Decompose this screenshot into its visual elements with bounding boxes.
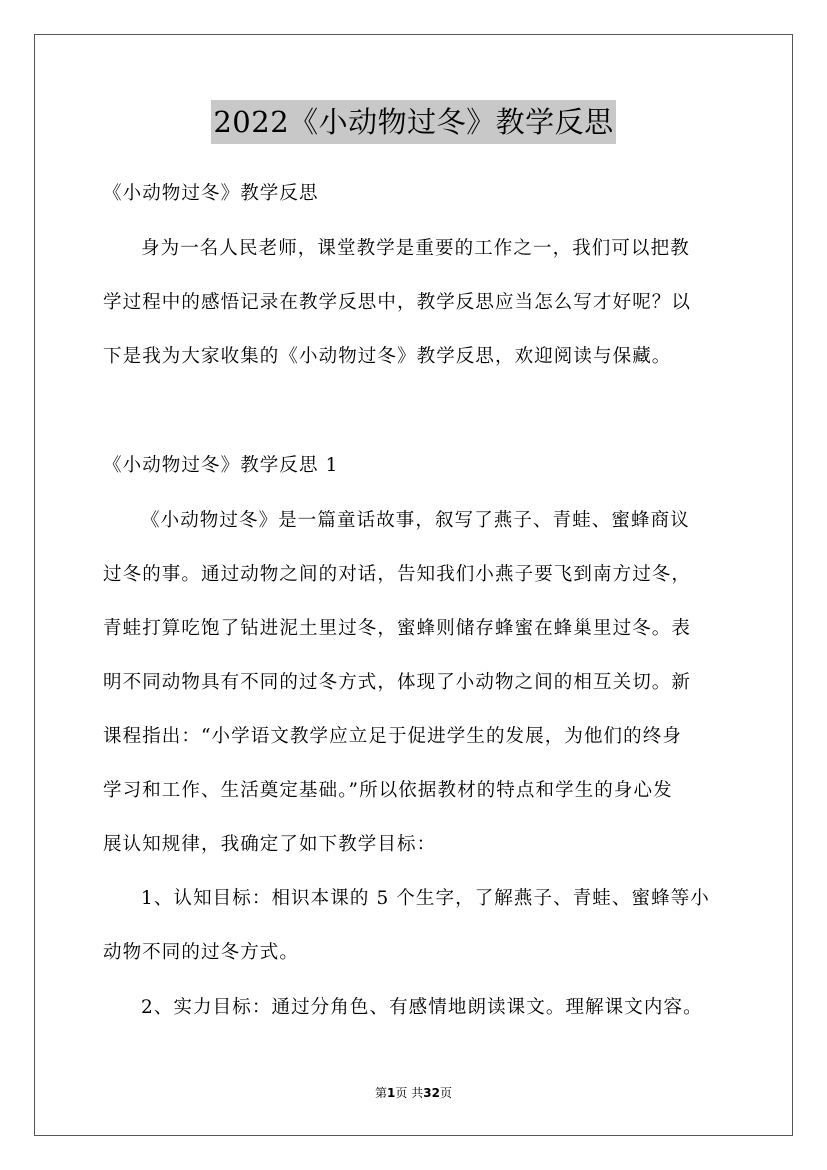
intro-line-1: 身为一名人民老师，课堂教学是重要的工作之一，我们可以把教 (141, 238, 690, 259)
document-subtitle: 《小动物过冬》教学反思 (103, 183, 319, 204)
section1-heading: 《小动物过冬》教学反思 1 (103, 455, 339, 476)
section1-line-7: 展认知规律，我确定了如下教学目标： (103, 834, 437, 855)
footer-page-number: 1 (387, 1086, 396, 1100)
section1-line-4: 明不同动物具有不同的过冬方式，体现了小动物之间的相互关切。新 (103, 672, 692, 693)
section1-line-5: 课程指出：“小学语文教学应立足于促进学生的发展，为他们的终身 (103, 726, 682, 747)
goal2-line-1: 2、实力目标：通过分角色、有感情地朗读课文。理解课文内容。 (141, 997, 703, 1018)
section1-line-6: 学习和工作、生活奠定基础。”所以依据教材的特点和学生的身心发 (103, 780, 673, 801)
footer-mid: 页 共 (395, 1086, 424, 1100)
goal1-line-1: 1、认知目标：相识本课的 5 个生字，了解燕子、青蛙、蜜蜂等小 (141, 888, 710, 909)
document-title: 2022《小动物过冬》教学反思 (211, 100, 615, 144)
footer-total-pages: 32 (423, 1086, 440, 1100)
section1-line-2: 过冬的事。通过动物之间的对话，告知我们小燕子要飞到南方过冬， (103, 564, 692, 585)
section1-line-3: 青蛙打算吃饱了钻进泥土里过冬，蜜蜂则储存蜂蜜在蜂巢里过冬。表 (103, 618, 692, 639)
intro-line-2: 学过程中的感悟记录在教学反思中，教学反思应当怎么写才好呢？以 (103, 292, 692, 313)
footer-prefix: 第 (375, 1086, 388, 1100)
section1-line-1: 《小动物过冬》是一篇童话故事，叙写了燕子、青蛙、蜜蜂商议 (141, 510, 690, 531)
page-footer (0, 1084, 827, 1101)
footer-suffix: 页 (439, 1086, 452, 1100)
goal1-line-2: 动物不同的过冬方式。 (103, 942, 300, 963)
title-container (0, 100, 827, 144)
intro-line-3: 下是我为大家收集的《小动物过冬》教学反思，欢迎阅读与保藏。 (103, 346, 672, 367)
